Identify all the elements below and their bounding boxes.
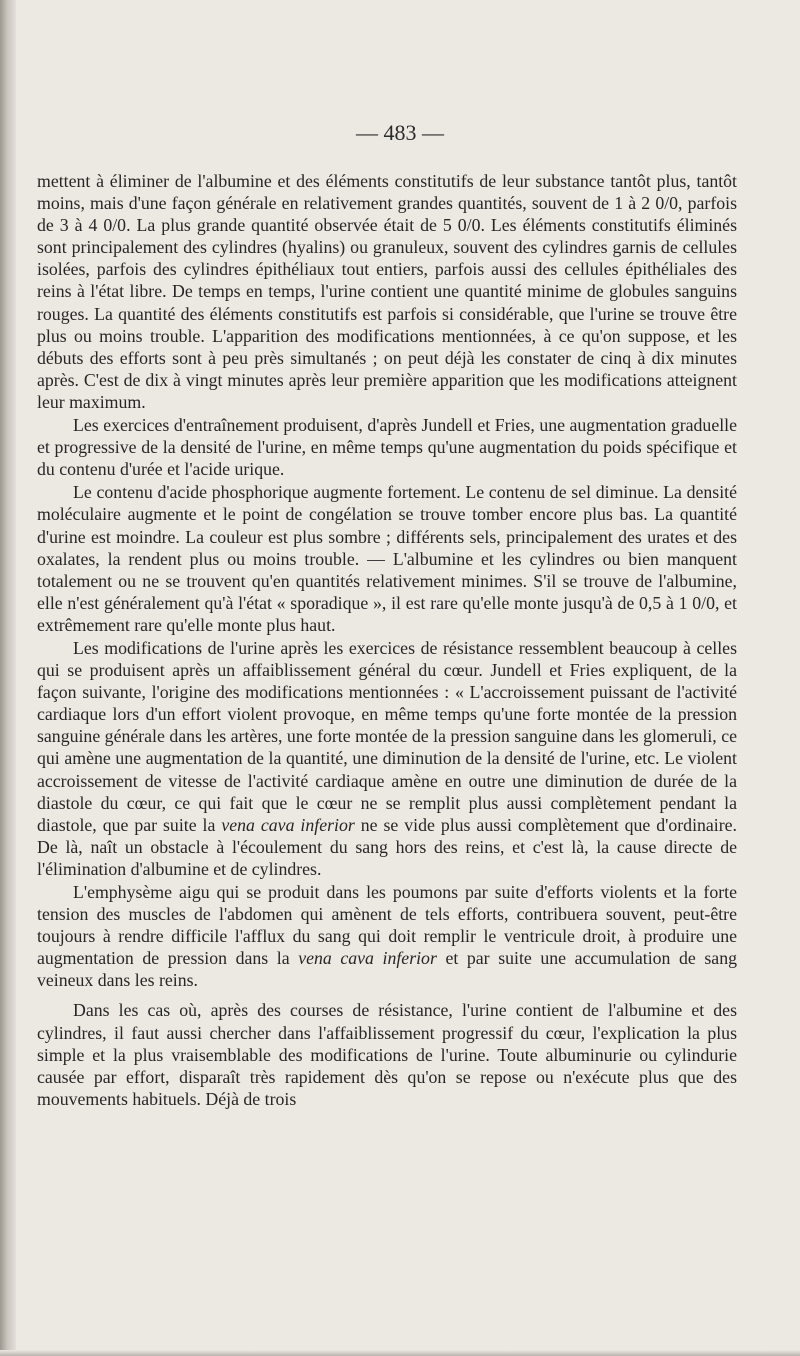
body-text bbox=[37, 170, 737, 1111]
paragraph-5-text: L'emphysème aigu qui se produit dans les poumons par suite d'efforts violents et la forte tension des muscles de l'abdomen qui amènent de tels efforts, contribuera souvent, peut-être toujours à rendre difficile l'afflux du sang qui doit remplir le ventricule droit, à produire une augmentation de pression dans la bbox=[37, 882, 737, 969]
binding-shadow bbox=[0, 0, 16, 1356]
page-number: — 483 — bbox=[356, 120, 444, 145]
paragraph-4 bbox=[37, 637, 737, 880]
italic-term-vena-cava: vena cava inferior bbox=[221, 814, 355, 835]
italic-term-vena-cava-2: vena cava inferior bbox=[298, 948, 437, 969]
page-bottom-edge bbox=[0, 1350, 800, 1356]
paragraph-5-tail: et par suite une accumulation de sang veineux dans les reins. bbox=[37, 948, 737, 991]
paragraph-4-tail: ne se vide plus aussi complètement que d'ordinaire. De là, naît un obstacle à l'écoulement du sang hors des reins, et c'est là, la cause directe de l'élimination d'albumine et de cylindres. bbox=[37, 814, 737, 879]
paragraph-4-text: Les modifications de l'urine après les exercices de résistance ressemblent beaucoup à celles qui se produisent après un affaiblissement général du cœur. Jundell et Fries expliquent, de la façon suivante, l'origine des modifications mentionnées : « L'accroissement puissant de l'activité cardiaque lors d'un effort violent provoque, en même temps qu'une forte montée de la pression sanguine générale dans les artères, une forte montée de la pression sanguine dans les glomeruli, ce qui amène une augmentation de la quantité, une diminution de la densité de l'urine, etc. Le violent accroissement de vitesse de l'activité cardiaque amène en outre une diminution de durée de la diastole du cœur, ce qui fait que le cœur ne se remplit plus aussi complètement pendant la diastole, que par suite la bbox=[37, 637, 737, 835]
paragraph-5 bbox=[37, 881, 737, 991]
paragraph-2: Les exercices d'entraînement produisent, d'après Jundell et Fries, une augmentation graduelle et progressive de la densité de l'urine, en même temps qu'une augmentation du poids spécifique et du contenu d'urée et l'acide urique. bbox=[37, 415, 737, 480]
paragraph-1: mettent à éliminer de l'albumine et des éléments constitutifs de leur substance tantôt plus, tantôt moins, mais d'une façon générale en relativement grandes quantités, souvent de 1 à 2 0/0, parfois de 3 à 4 0/0. La plus grande quantité observée était de 5 0/0. Les éléments constitutifs éliminés sont principalement des cylindres (hyalins) ou granuleux, souvent des cylindres garnis de cellules isolées, parfois des cylindres épithéliaux tout entiers, parfois aussi des cellules épithéliales des reins à l'état libre. De temps en temps, l'urine contient une quantité minime de globules sanguins rouges. La quantité des éléments constitutifs est parfois si considérable, que l'urine se trouve être plus ou moins trouble. L'apparition des modifications mentionnées, à ce qu'on suppose, et les débuts des efforts sont à peu près simultanés ; on peut déjà les constater de cinq à dix minutes après. C'est de dix à vingt minutes après leur première apparition que les modifications atteignent leur maximum. bbox=[37, 171, 737, 412]
paragraph-3: Le contenu d'acide phosphorique augmente fortement. Le contenu de sel diminue. La densité moléculaire augmente et le point de congélation se trouve tomber encore plus bas. La quantité d'urine est moindre. La couleur est plus sombre ; différents sels, principalement des urates et des oxalates, la rendent plus ou moins trouble. — L'albumine et les cylindres ou bien manquent totalement ou ne se trouvent qu'en quantités relativement minimes. S'il se trouve de l'albumine, elle n'est généralement qu'à l'état « sporadique », il est rare qu'elle monte jusqu'à de 0,5 à 1 0/0, et extrêmement rare qu'elle monte plus haut. bbox=[37, 482, 737, 635]
paragraph-6: Dans les cas où, après des courses de résistance, l'urine contient de l'albumine et des cylindres, il faut aussi chercher dans l'affaiblissement progressif du cœur, l'explication la plus simple et la plus vraisemblable des modifications de l'urine. Toute albuminurie ou cylindurie causée par effort, disparaît très rapidement dès qu'on se repose ou n'exécute plus que des mouvements habituels. Déjà de trois bbox=[37, 1000, 737, 1109]
